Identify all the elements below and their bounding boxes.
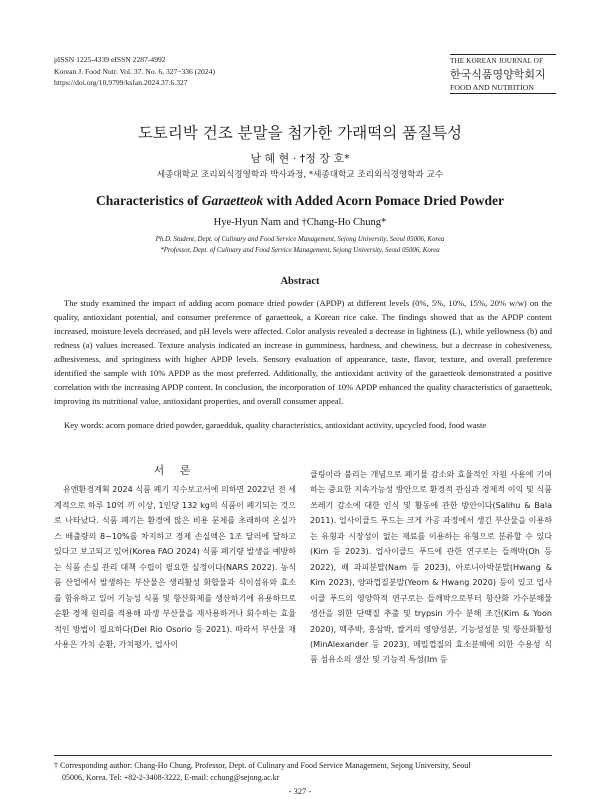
affiliation-english-2: *Professor, Dept. of Culinary and Food Service Management, Sejong University, Seoul 05006, Korea (160, 247, 440, 254)
issn-line: pISSN 1225-4339 eISSN 2287-4992 (54, 55, 166, 64)
journal-logo (450, 54, 556, 94)
intro-paragraph-left: 유엔환경계획 2024 식품 폐기 지수보고서에 의하면 2022년 전 세계적으로 하루 10억 끼 이상, 1인당 132 kg의 식품이 폐기되는 것으로 나타났다. 식품 폐기는 환경에 많은 비용 문제를 초래하며 온실가스 배출량의 8~10%를 차지하고 경제 손실액은 1조 달러에 달하고 있다고 보고되고 있어(Korea FAO 2024) 식품 폐기량 발생을 예방하는 식품 손실 관리 대책 수립이 필요한 실정이다(NARS 2022). 농식품 산업에서 발생하는 부산물은 생리활성 화합물과 식이섬유와 효소를 함유하고 있어 기능성 식품 및 항산화제를 생산하기에 유용하므로 순환 경제 원리를 적용해 파생 부산물을 재사용하거나 회수하는 효율적인 방법이 필요하다(Del Rio Osorio 등 2021). 따라서 부산물 재사용은 가치 순환, 가치평가, 업사이 (54, 485, 296, 649)
abstract-text: The study examined the impact of adding acorn pomace dried powder (APDP) at different levels (0%, 5%, 10%, 15%, 20% w/w) on the quality, antioxidant potential, and consumer preference of garaetteok, a Korean rice cake. The findings showed that as the APDP content increased, moisture levels decreased, and pH levels were affected. Color analysis revealed a decrease in lightness (L), while yellowness (b) and redness (a) values increased. Texture analysis indicated an increase in gumminess, hardness, and chewiness, but a decrease in cohesiveness, adhesiveness, and springiness with higher APDP levels. Sensory evaluation of appearance, taste, flavor, texture, and overall preference identified the sample with 10% APDP as the most preferred. Additionally, the antioxidant activity of the garaetteok demonstrated a positive correlation with the increasing APDP content. In conclusion, the incorporation of 10% APDP enhanced the quality characteristics of garaetteok, improving its nutritional value, antioxidant properties, and overall consumer appeal. (54, 298, 552, 407)
body-column-left (54, 463, 296, 652)
title-english-prefix: Characteristics of (96, 193, 202, 208)
journal-rule-top (450, 54, 556, 55)
footnote-line-1: † Corresponding author: Chang-Ho Chung, Professor, Dept. of Culinary and Food Service Management, Sejong University, Seoul (54, 761, 471, 770)
corresponding-author-footnote (54, 760, 552, 784)
footnote-divider (54, 755, 552, 756)
title-english (0, 193, 600, 209)
title-english-italic: Garaetteok (201, 193, 264, 208)
doi-link[interactable]: https://doi.org/10.9799/ksfan.2024.37.6.327 (54, 78, 188, 87)
affiliation-korean: 세종대학교 조리외식경영학과 박사과정, *세종대학교 조리외식경영학과 교수 (156, 170, 444, 180)
citation-header (54, 54, 215, 89)
section-title-introduction: 서 론 (153, 464, 197, 477)
intro-paragraph-right: 클링이라 불리는 개념으로 폐기물 감소와 효율적인 자원 사용에 기여하는 중요한 지속가능성 방안으로 환경적 관심과 경제적 이익 및 식품 쓰레기 감소에 대한 인식 및 활동에 관한 방안이다(Salihu & Bala 2011). 업사이클드 푸드는 크게 가공 과정에서 생긴 부산물을 이용하는 유형과 시장성이 없는 재료를 이용하는 유형으로 분류할 수 있다(Kim 등 2023). 업사이클드 푸드에 관한 연구로는 들깨박(Oh 등 2022), 배 과피분말(Nam 등 2023), 아로니아박분말(Hwang & Kim 2023), 양파껍질분말(Yeom & Hwang 2020) 등이 있고 업사이클 푸드의 영양학적 연구로는 들깨박으로부터 항산화 가수분해물 생산을 위한 단백질 추출 및 trypsin 가수 분해 조건(Kim & Yoon 2020), 맥주박, 홍삼박, 쌀겨의 영양성분, 기능성성분 및 항산화활성(MinAlexander 등 2023), 메밀껍질의 효소분해에 의한 수용성 식품 섬유소의 생산 및 기능적 특성(Im 등 (310, 470, 552, 665)
journal-name-line2: FOOD AND NUTRITION (450, 83, 556, 94)
footnote-line-2: 05006, Korea. Tel: +82-2-3408-3222, E-mail: cchung@sejong.ac.kr (62, 773, 280, 782)
keywords: Key words: acorn pomace dried powder, garaedduk, quality characteristics, antioxidant activity, upcycled food, food waste (64, 420, 487, 430)
authors-english: Hye-Hyun Nam and †Chang-Ho Chung* (213, 217, 387, 228)
title-korean: 도토리박 건조 분말을 첨가한 가래떡의 품질특성 (137, 124, 463, 142)
journal-name-korean: 한국식품영양학회지 (450, 68, 546, 81)
authors-korean: 남 혜 현 · †정 장 호* (250, 152, 350, 165)
title-english-suffix: with Added Acorn Pomace Dried Powder (263, 193, 504, 208)
citation-line: Korean J. Food Nutr. Vol. 37. No. 6, 327~336 (2024) (54, 66, 215, 76)
journal-name-line1: THE KOREAN JOURNAL OF (450, 57, 544, 65)
affiliation-english-1: Ph.D. Student, Dept. of Culinary and Food Service Management, Sejong University, Seoul 05006, Korea (155, 236, 445, 243)
abstract-heading: Abstract (280, 276, 320, 287)
body-column-right (310, 467, 552, 668)
page-number: - 327 - (288, 786, 312, 796)
